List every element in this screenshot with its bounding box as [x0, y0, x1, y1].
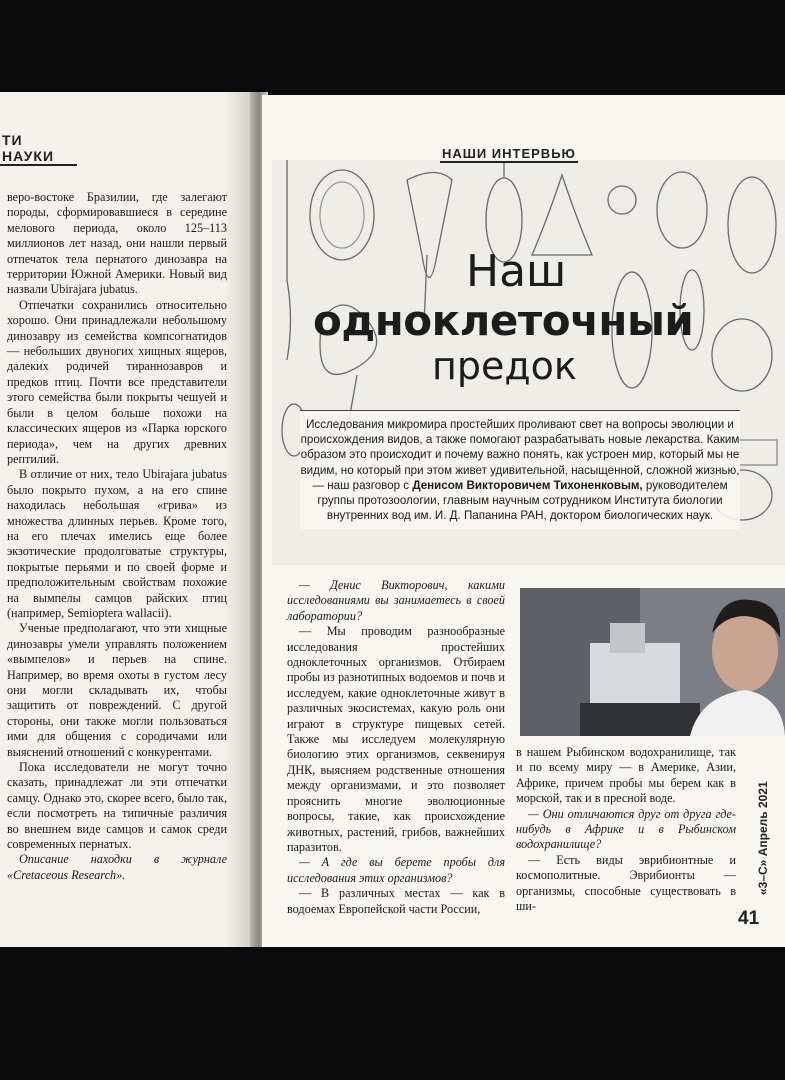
lead-interviewee-name: Денисом Викторовичем Тихоненковым,: [412, 478, 643, 492]
title-line-2: одноклеточный: [313, 296, 694, 345]
question: — А где вы берете пробы для исследования этих организмов?: [287, 855, 505, 885]
issue-label: [748, 745, 768, 905]
left-paragraph: Отпечатки сохранились относительно хорошо. Они принадлежали небольшому динозавру из семейства компсогнатидов — небольших двуногих хищных ящеров, далеких родичей тираннозавров и предков птиц. Почти все представители этого семейства были покрыты чешуей и были в целом больше похожи на классических ящеров из «Парка юрского периода», чем на других древних рептилий.: [7, 297, 227, 466]
issue-label-text: «3–С» Апрель 2021: [756, 781, 770, 895]
page-number: 41: [738, 908, 760, 929]
left-paragraph: веро-востоке Бразилии, где залегают породы, сформировавшиеся в середине мелового периода, около 125–113 миллионов лет назад, они нашли первый отпечаток тела пернатого динозавра на территории Южной Америки. Новый вид назвали Ubirajara jubatus.: [7, 190, 227, 297]
answer: — Мы проводим разнообразные исследования простейших одноклеточных организмов. Отбираем пробы из разнотипных водоемов и почв и исследуем, какие одноклеточные живут в различных экосистемах, какую роль они играют в структуре пищевых сетей. Также мы исследуем молекулярную биологию этих организмов, секвенируя ДНК, выясняем родственные отношения между организмами, и это позволяет прояснить многие эволюционные вопросы, такие, как происхождение животных, растений, грибов, важнейших паразитов.: [287, 624, 505, 854]
interviewee-photo: [520, 588, 785, 736]
left-column-text: [7, 190, 227, 883]
left-paragraph: В отличие от них, тело Ubirajara jubatus было покрыто пухом, а на его спине находилась небольшая «грива» из множества длинных перьев. Кроме того, на его плечах имелись еще более экзотические продолговатые структуры, покрытые перьями и по своей форме и предположительным свойствам похожие на вымпелы самцов райских птиц (например, Semioptera wallacii).: [7, 467, 227, 620]
answer: — Есть виды эврибионтные и космополитные. Эврибионты — организмы, способные существовать в ши-: [516, 852, 736, 914]
lab-photo-drawing: [520, 588, 785, 736]
interview-column-right: [516, 745, 736, 914]
lead-text: Исследования микромира простейших проливают свет на вопросы эволюции и происхождения видов, а также помогают разрабатывать новые лекарства. Каким образом это происходит и почему важно понять, как устроен мир, который мы не видим, но который при этом живет удивительной, насыщенной, сложной жизнью, — наш разговор с: [300, 418, 740, 492]
left-paragraph: Ученые предполагают, что эти хищные динозавры умели управлять положением «вымпелов» и перьев на спине. Например, во время охоты в густом лесу они могли складывать их, чтобы защитить от повреждений. С другой стороны, они также могли пользоваться ими для общения с сородичами или выяснений отношений с конкурентами.: [7, 621, 227, 759]
left-section-label: ТИ НАУКИ: [0, 132, 77, 166]
lead-paragraph: [300, 410, 740, 529]
answer-continued: в нашем Рыбинском водохранилище, так и по всему миру — в Америке, Азии, Африке, причем пробы мы берем как в морской, так и в пресной воде.: [516, 745, 736, 806]
title-line-1: Наш: [466, 246, 567, 297]
interview-column-middle: [287, 578, 505, 917]
title-line-3: предок: [432, 344, 577, 388]
right-section-label: НАШИ ИНТЕРВЬЮ: [442, 146, 576, 161]
left-paragraph-source: Описание находки в журнале «Cretaceous Research».: [7, 852, 227, 882]
question: — Они отличаются друг от друга где-нибудь в Африке и в Рыбинском водохранилище?: [516, 806, 736, 852]
question: — Денис Викторович, какими исследованиями вы занимаетесь в своей лаборатории?: [287, 578, 505, 623]
lead-tail: руководителем группы протозоологии, главным научным сотрудником Института биологии внутренних вод им. И. Д. Папанина РАН, доктором биологических наук.: [317, 478, 728, 523]
answer: — В различных местах — как в водоемах Европейской части России,: [287, 886, 505, 916]
left-paragraph: Пока исследователи не могут точно сказать, принадлежат ли эти отпечатки самцу. Однако это, скорее всего, было так, если посмотреть на типичные различия во внешнем виде самцов и самок среди современных пернатых.: [7, 760, 227, 852]
